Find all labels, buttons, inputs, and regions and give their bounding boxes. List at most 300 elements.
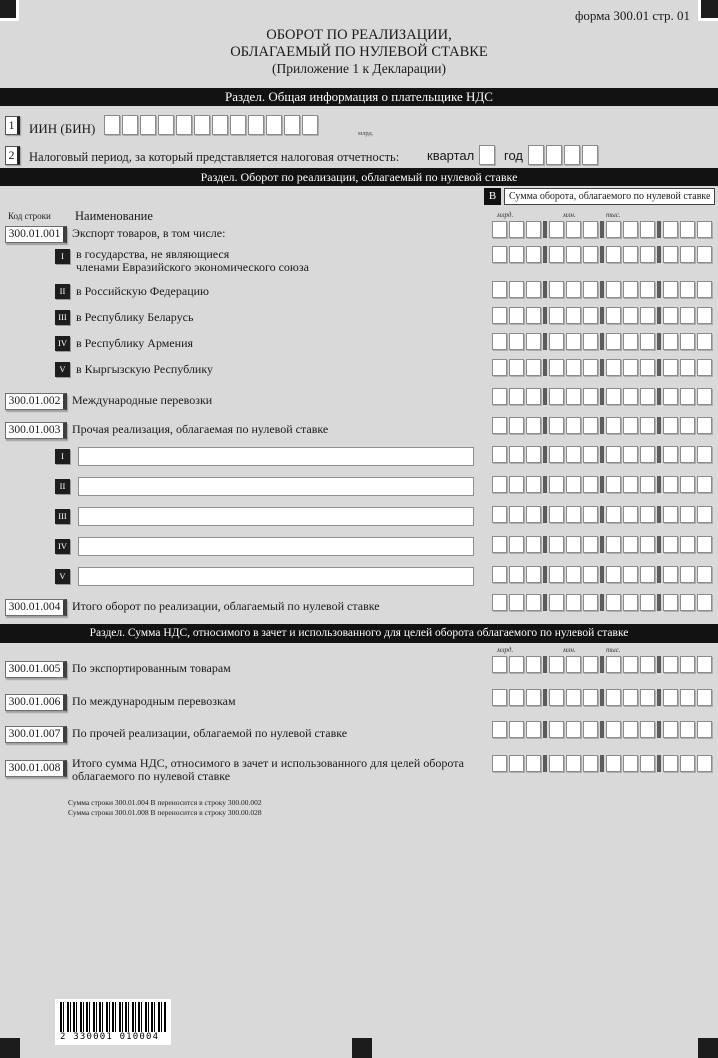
digit-cell[interactable] [606, 506, 621, 523]
digit-cell[interactable] [663, 388, 678, 405]
row-label: По экспортированным товарам [72, 661, 231, 675]
digit-group-separator [657, 536, 661, 553]
digit-cell[interactable] [623, 281, 638, 298]
digit-cell[interactable] [623, 446, 638, 463]
digit-cell[interactable] [606, 721, 621, 738]
row-roman-badge: II [55, 284, 70, 299]
digit-cell[interactable] [549, 566, 564, 583]
digit-cell[interactable] [583, 221, 598, 238]
digit-cell[interactable] [509, 221, 524, 238]
digit-cell[interactable] [697, 656, 712, 673]
digit-cell[interactable] [697, 446, 712, 463]
digit-cell[interactable] [663, 333, 678, 350]
digit-cell[interactable] [583, 566, 598, 583]
digit-cell[interactable] [606, 656, 621, 673]
digit-cell[interactable] [640, 476, 655, 493]
digit-cell[interactable] [640, 446, 655, 463]
digit-cell[interactable] [583, 359, 598, 376]
digit-cell[interactable] [492, 417, 507, 434]
digit-cell[interactable] [509, 359, 524, 376]
row-text-input[interactable] [78, 567, 474, 586]
unit-label-mlrd-2: млрд. [497, 646, 514, 654]
digit-cell[interactable] [492, 446, 507, 463]
digit-group-separator [543, 566, 547, 583]
digit-cell[interactable] [509, 689, 524, 706]
digit-cell[interactable] [526, 566, 541, 583]
digit-group-separator [543, 446, 547, 463]
digit-cell[interactable] [697, 476, 712, 493]
digit-cell[interactable] [526, 281, 541, 298]
digit-cell[interactable] [663, 656, 678, 673]
digit-cell[interactable] [564, 145, 580, 165]
digit-cell[interactable] [509, 506, 524, 523]
digit-cell[interactable] [697, 689, 712, 706]
field2-number-box: 2 [5, 146, 20, 165]
digit-cell[interactable] [697, 333, 712, 350]
digit-cell[interactable] [606, 221, 621, 238]
digit-cell[interactable] [566, 689, 581, 706]
digit-cell[interactable] [566, 446, 581, 463]
digit-cell[interactable] [623, 566, 638, 583]
digit-cell[interactable] [492, 689, 507, 706]
digit-group-separator [543, 594, 547, 611]
digit-cell[interactable] [583, 536, 598, 553]
digit-cell[interactable] [640, 333, 655, 350]
digit-cell[interactable] [623, 506, 638, 523]
section2-header: Раздел. Оборот по реализации, облагаемый по нулевой ставке [0, 168, 718, 186]
digit-cell[interactable] [623, 536, 638, 553]
digit-cell[interactable] [583, 333, 598, 350]
digit-cell[interactable] [212, 115, 228, 135]
value-cells-row [492, 388, 712, 405]
digit-cell[interactable] [230, 115, 246, 135]
digit-cell[interactable] [509, 388, 524, 405]
digit-cell[interactable] [566, 417, 581, 434]
digit-cell[interactable] [680, 446, 695, 463]
digit-cell[interactable] [526, 359, 541, 376]
digit-cell[interactable] [526, 721, 541, 738]
digit-cell[interactable] [680, 246, 695, 263]
digit-cell[interactable] [583, 246, 598, 263]
value-cells-row [492, 333, 712, 350]
digit-cell[interactable] [680, 359, 695, 376]
unit-label-tys: тыс. [606, 211, 621, 219]
row-label-line2: облагаемого по нулевой ставке [72, 769, 231, 783]
unit-label-mlrd: млрд. [497, 211, 514, 219]
digit-cell[interactable] [697, 594, 712, 611]
unit-label-mln-2: млн. [563, 646, 576, 654]
digit-cell[interactable] [526, 246, 541, 263]
digit-cell[interactable] [583, 689, 598, 706]
digit-group-separator [600, 307, 604, 324]
digit-cell[interactable] [284, 115, 300, 135]
digit-cell[interactable] [549, 721, 564, 738]
digit-cell[interactable] [492, 566, 507, 583]
digit-group-separator [600, 536, 604, 553]
digit-cell[interactable] [640, 536, 655, 553]
value-cells-row [492, 721, 712, 738]
digit-cell[interactable] [663, 755, 678, 772]
digit-cell[interactable] [583, 446, 598, 463]
form-barcode [55, 999, 171, 1045]
digit-cell[interactable] [583, 506, 598, 523]
digit-cell[interactable] [663, 536, 678, 553]
digit-group-separator [657, 221, 661, 238]
digit-cell[interactable] [663, 566, 678, 583]
digit-cell[interactable] [492, 359, 507, 376]
digit-cell[interactable] [509, 246, 524, 263]
digit-cell[interactable] [623, 388, 638, 405]
digit-cell[interactable] [566, 307, 581, 324]
digit-cell[interactable] [302, 115, 318, 135]
digit-cell[interactable] [583, 417, 598, 434]
digit-cell[interactable] [606, 536, 621, 553]
digit-cell[interactable] [623, 246, 638, 263]
digit-cell[interactable] [623, 689, 638, 706]
row-roman-badge: V [55, 362, 70, 377]
digit-cell[interactable] [492, 721, 507, 738]
digit-cell[interactable] [680, 333, 695, 350]
digit-cell[interactable] [509, 417, 524, 434]
digit-cell[interactable] [640, 221, 655, 238]
digit-cell[interactable] [697, 221, 712, 238]
digit-cell[interactable] [509, 281, 524, 298]
row-label: Итого оборот по реализации, облагаемый по нулевой ставке [72, 599, 380, 613]
digit-cell[interactable] [526, 388, 541, 405]
digit-cell[interactable] [176, 115, 192, 135]
digit-cell[interactable] [549, 359, 564, 376]
digit-group-separator [657, 388, 661, 405]
footnote-line1: Сумма строки 300.01.004 В переносится в строку 300.00.002 [68, 798, 262, 807]
digit-cell[interactable] [663, 221, 678, 238]
digit-cell[interactable] [492, 307, 507, 324]
digit-cell[interactable] [640, 594, 655, 611]
digit-cell[interactable] [663, 359, 678, 376]
row-label: По прочей реализации, облагаемой по нулевой ставке [72, 726, 348, 740]
digit-cell[interactable] [583, 281, 598, 298]
digit-cell[interactable] [663, 417, 678, 434]
digit-cell[interactable] [697, 246, 712, 263]
corner-mark-top-left [0, 0, 19, 21]
digit-cell[interactable] [526, 221, 541, 238]
digit-cell[interactable] [526, 594, 541, 611]
iin-cells-row [104, 115, 318, 135]
digit-group-separator [600, 721, 604, 738]
value-cells-row [492, 307, 712, 324]
digit-cell[interactable] [606, 417, 621, 434]
digit-cell[interactable] [549, 417, 564, 434]
digit-cell[interactable] [549, 246, 564, 263]
row-text-input[interactable] [78, 477, 474, 496]
digit-cell[interactable] [492, 536, 507, 553]
digit-cell[interactable] [697, 281, 712, 298]
digit-cell[interactable] [509, 594, 524, 611]
digit-cell[interactable] [158, 115, 174, 135]
digit-cell[interactable] [492, 333, 507, 350]
digit-cell[interactable] [566, 333, 581, 350]
digit-cell[interactable] [640, 689, 655, 706]
digit-cell[interactable] [663, 689, 678, 706]
digit-cell[interactable] [566, 721, 581, 738]
digit-cell[interactable] [549, 755, 564, 772]
digit-cell[interactable] [640, 281, 655, 298]
digit-cell[interactable] [509, 476, 524, 493]
row-code-box: 300.01.005 [5, 661, 67, 678]
digit-cell[interactable] [104, 115, 120, 135]
digit-cell[interactable] [680, 566, 695, 583]
digit-cell[interactable] [583, 755, 598, 772]
row-roman-badge: V [55, 569, 70, 584]
digit-cell[interactable] [479, 145, 495, 165]
digit-group-separator [600, 446, 604, 463]
digit-cell[interactable] [566, 506, 581, 523]
row-roman-badge: IV [55, 336, 70, 351]
digit-cell[interactable] [140, 115, 156, 135]
digit-cell[interactable] [492, 594, 507, 611]
digit-group-separator [657, 755, 661, 772]
value-cells-row [492, 417, 712, 434]
row-label: в государства, не являющиеся [76, 247, 230, 261]
digit-cell[interactable] [526, 307, 541, 324]
value-cells-row [492, 755, 712, 772]
digit-cell[interactable] [623, 594, 638, 611]
digit-cell[interactable] [526, 476, 541, 493]
digit-cell[interactable] [623, 721, 638, 738]
digit-cell[interactable] [492, 221, 507, 238]
digit-cell[interactable] [680, 221, 695, 238]
digit-cell[interactable] [528, 145, 544, 165]
digit-cell[interactable] [663, 246, 678, 263]
digit-cell[interactable] [549, 333, 564, 350]
digit-cell[interactable] [623, 307, 638, 324]
digit-cell[interactable] [623, 221, 638, 238]
digit-cell[interactable] [492, 656, 507, 673]
row-label: Экспорт товаров, в том числе: [72, 226, 226, 240]
digit-cell[interactable] [549, 536, 564, 553]
digit-cell[interactable] [583, 594, 598, 611]
digit-group-separator [657, 307, 661, 324]
digit-cell[interactable] [697, 388, 712, 405]
digit-cell[interactable] [583, 476, 598, 493]
digit-cell[interactable] [640, 755, 655, 772]
digit-group-separator [600, 359, 604, 376]
year-cells-row [528, 145, 598, 165]
digit-cell[interactable] [606, 359, 621, 376]
digit-cell[interactable] [582, 145, 598, 165]
digit-cell[interactable] [663, 506, 678, 523]
digit-cell[interactable] [583, 721, 598, 738]
row-text-input[interactable] [78, 537, 474, 556]
digit-cell[interactable] [640, 566, 655, 583]
row-text-input[interactable] [78, 507, 474, 526]
digit-cell[interactable] [606, 755, 621, 772]
digit-group-separator [657, 594, 661, 611]
digit-cell[interactable] [549, 307, 564, 324]
value-cells-row [492, 506, 712, 523]
digit-cell[interactable] [526, 506, 541, 523]
digit-cell[interactable] [526, 417, 541, 434]
digit-cell[interactable] [266, 115, 282, 135]
digit-cell[interactable] [606, 246, 621, 263]
digit-cell[interactable] [549, 446, 564, 463]
year-label: год [504, 148, 523, 163]
digit-cell[interactable] [546, 145, 562, 165]
digit-cell[interactable] [566, 221, 581, 238]
digit-cell[interactable] [623, 755, 638, 772]
digit-cell[interactable] [526, 333, 541, 350]
digit-cell[interactable] [680, 506, 695, 523]
digit-cell[interactable] [566, 594, 581, 611]
digit-cell[interactable] [583, 388, 598, 405]
digit-cell[interactable] [566, 476, 581, 493]
value-cells-row [492, 594, 712, 611]
digit-cell[interactable] [680, 281, 695, 298]
digit-cell[interactable] [566, 656, 581, 673]
digit-cell[interactable] [680, 689, 695, 706]
digit-cell[interactable] [526, 689, 541, 706]
digit-cell[interactable] [680, 721, 695, 738]
digit-cell[interactable] [640, 656, 655, 673]
digit-cell[interactable] [509, 446, 524, 463]
digit-cell[interactable] [526, 656, 541, 673]
digit-cell[interactable] [697, 359, 712, 376]
digit-cell[interactable] [606, 307, 621, 324]
digit-cell[interactable] [566, 246, 581, 263]
digit-cell[interactable] [606, 594, 621, 611]
digit-cell[interactable] [680, 594, 695, 611]
digit-cell[interactable] [492, 476, 507, 493]
digit-cell[interactable] [680, 755, 695, 772]
digit-cell[interactable] [697, 721, 712, 738]
digit-cell[interactable] [623, 333, 638, 350]
digit-cell[interactable] [663, 721, 678, 738]
unit-label-tys-2: тыс. [606, 646, 621, 654]
digit-cell[interactable] [549, 221, 564, 238]
form-title-line3: (Приложение 1 к Декларации) [272, 61, 446, 76]
digit-cell[interactable] [509, 656, 524, 673]
digit-cell[interactable] [583, 307, 598, 324]
digit-cell[interactable] [640, 388, 655, 405]
digit-cell[interactable] [509, 566, 524, 583]
digit-cell[interactable] [663, 281, 678, 298]
digit-cell[interactable] [623, 359, 638, 376]
digit-cell[interactable] [248, 115, 264, 135]
digit-cell[interactable] [549, 476, 564, 493]
digit-cell[interactable] [680, 388, 695, 405]
value-cells-row [492, 246, 712, 263]
digit-cell[interactable] [663, 307, 678, 324]
digit-cell[interactable] [492, 755, 507, 772]
digit-cell[interactable] [623, 476, 638, 493]
digit-group-separator [543, 656, 547, 673]
iin-label: ИИН (БИН) [29, 121, 96, 136]
digit-cell[interactable] [680, 417, 695, 434]
digit-cell[interactable] [606, 476, 621, 493]
digit-cell[interactable] [122, 115, 138, 135]
digit-cell[interactable] [606, 388, 621, 405]
digit-cell[interactable] [680, 476, 695, 493]
digit-cell[interactable] [549, 689, 564, 706]
digit-cell[interactable] [663, 476, 678, 493]
digit-cell[interactable] [606, 333, 621, 350]
digit-cell[interactable] [697, 536, 712, 553]
digit-cell[interactable] [509, 721, 524, 738]
digit-cell[interactable] [566, 388, 581, 405]
digit-cell[interactable] [492, 388, 507, 405]
digit-cell[interactable] [583, 656, 598, 673]
digit-cell[interactable] [606, 689, 621, 706]
digit-cell[interactable] [697, 307, 712, 324]
digit-cell[interactable] [623, 656, 638, 673]
digit-cell[interactable] [606, 566, 621, 583]
digit-cell[interactable] [509, 333, 524, 350]
barcode-digits: 2 330001 010004 [60, 1032, 160, 1042]
digit-cell[interactable] [640, 307, 655, 324]
digit-cell[interactable] [566, 536, 581, 553]
row-label: Международные перевозки [72, 393, 213, 407]
digit-cell[interactable] [663, 594, 678, 611]
digit-cell[interactable] [526, 755, 541, 772]
digit-cell[interactable] [640, 506, 655, 523]
digit-group-separator [543, 721, 547, 738]
digit-cell[interactable] [640, 246, 655, 263]
row-code-box: 300.01.007 [5, 726, 67, 743]
barcode-bars [60, 1002, 166, 1032]
digit-cell[interactable] [549, 388, 564, 405]
digit-cell[interactable] [566, 755, 581, 772]
digit-cell[interactable] [566, 359, 581, 376]
digit-cell[interactable] [697, 566, 712, 583]
value-cells-row [492, 281, 712, 298]
digit-group-separator [600, 594, 604, 611]
digit-cell[interactable] [492, 246, 507, 263]
digit-cell[interactable] [623, 417, 638, 434]
section1-header: Раздел. Общая информация о плательщике НДС [0, 88, 718, 106]
row-roman-badge: IV [55, 539, 70, 554]
corner-mark-bottom-right [698, 1038, 718, 1058]
digit-cell[interactable] [680, 656, 695, 673]
digit-cell[interactable] [640, 359, 655, 376]
digit-cell[interactable] [549, 506, 564, 523]
digit-cell[interactable] [663, 446, 678, 463]
digit-cell[interactable] [640, 721, 655, 738]
digit-cell[interactable] [697, 417, 712, 434]
row-label: в Российскую Федерацию [76, 284, 210, 298]
digit-cell[interactable] [606, 281, 621, 298]
digit-cell[interactable] [606, 446, 621, 463]
digit-cell[interactable] [194, 115, 210, 135]
digit-cell[interactable] [549, 656, 564, 673]
row-text-input[interactable] [78, 447, 474, 466]
digit-cell[interactable] [697, 506, 712, 523]
digit-cell[interactable] [492, 281, 507, 298]
digit-cell[interactable] [566, 281, 581, 298]
digit-cell[interactable] [549, 594, 564, 611]
digit-cell[interactable] [566, 566, 581, 583]
digit-cell[interactable] [680, 307, 695, 324]
digit-cell[interactable] [697, 755, 712, 772]
digit-cell[interactable] [509, 536, 524, 553]
digit-cell[interactable] [492, 506, 507, 523]
digit-cell[interactable] [509, 307, 524, 324]
digit-cell[interactable] [549, 281, 564, 298]
digit-cell[interactable] [509, 755, 524, 772]
name-column-header: Наименование [75, 209, 153, 223]
digit-cell[interactable] [680, 536, 695, 553]
digit-cell[interactable] [526, 446, 541, 463]
digit-cell[interactable] [526, 536, 541, 553]
digit-cell[interactable] [640, 417, 655, 434]
